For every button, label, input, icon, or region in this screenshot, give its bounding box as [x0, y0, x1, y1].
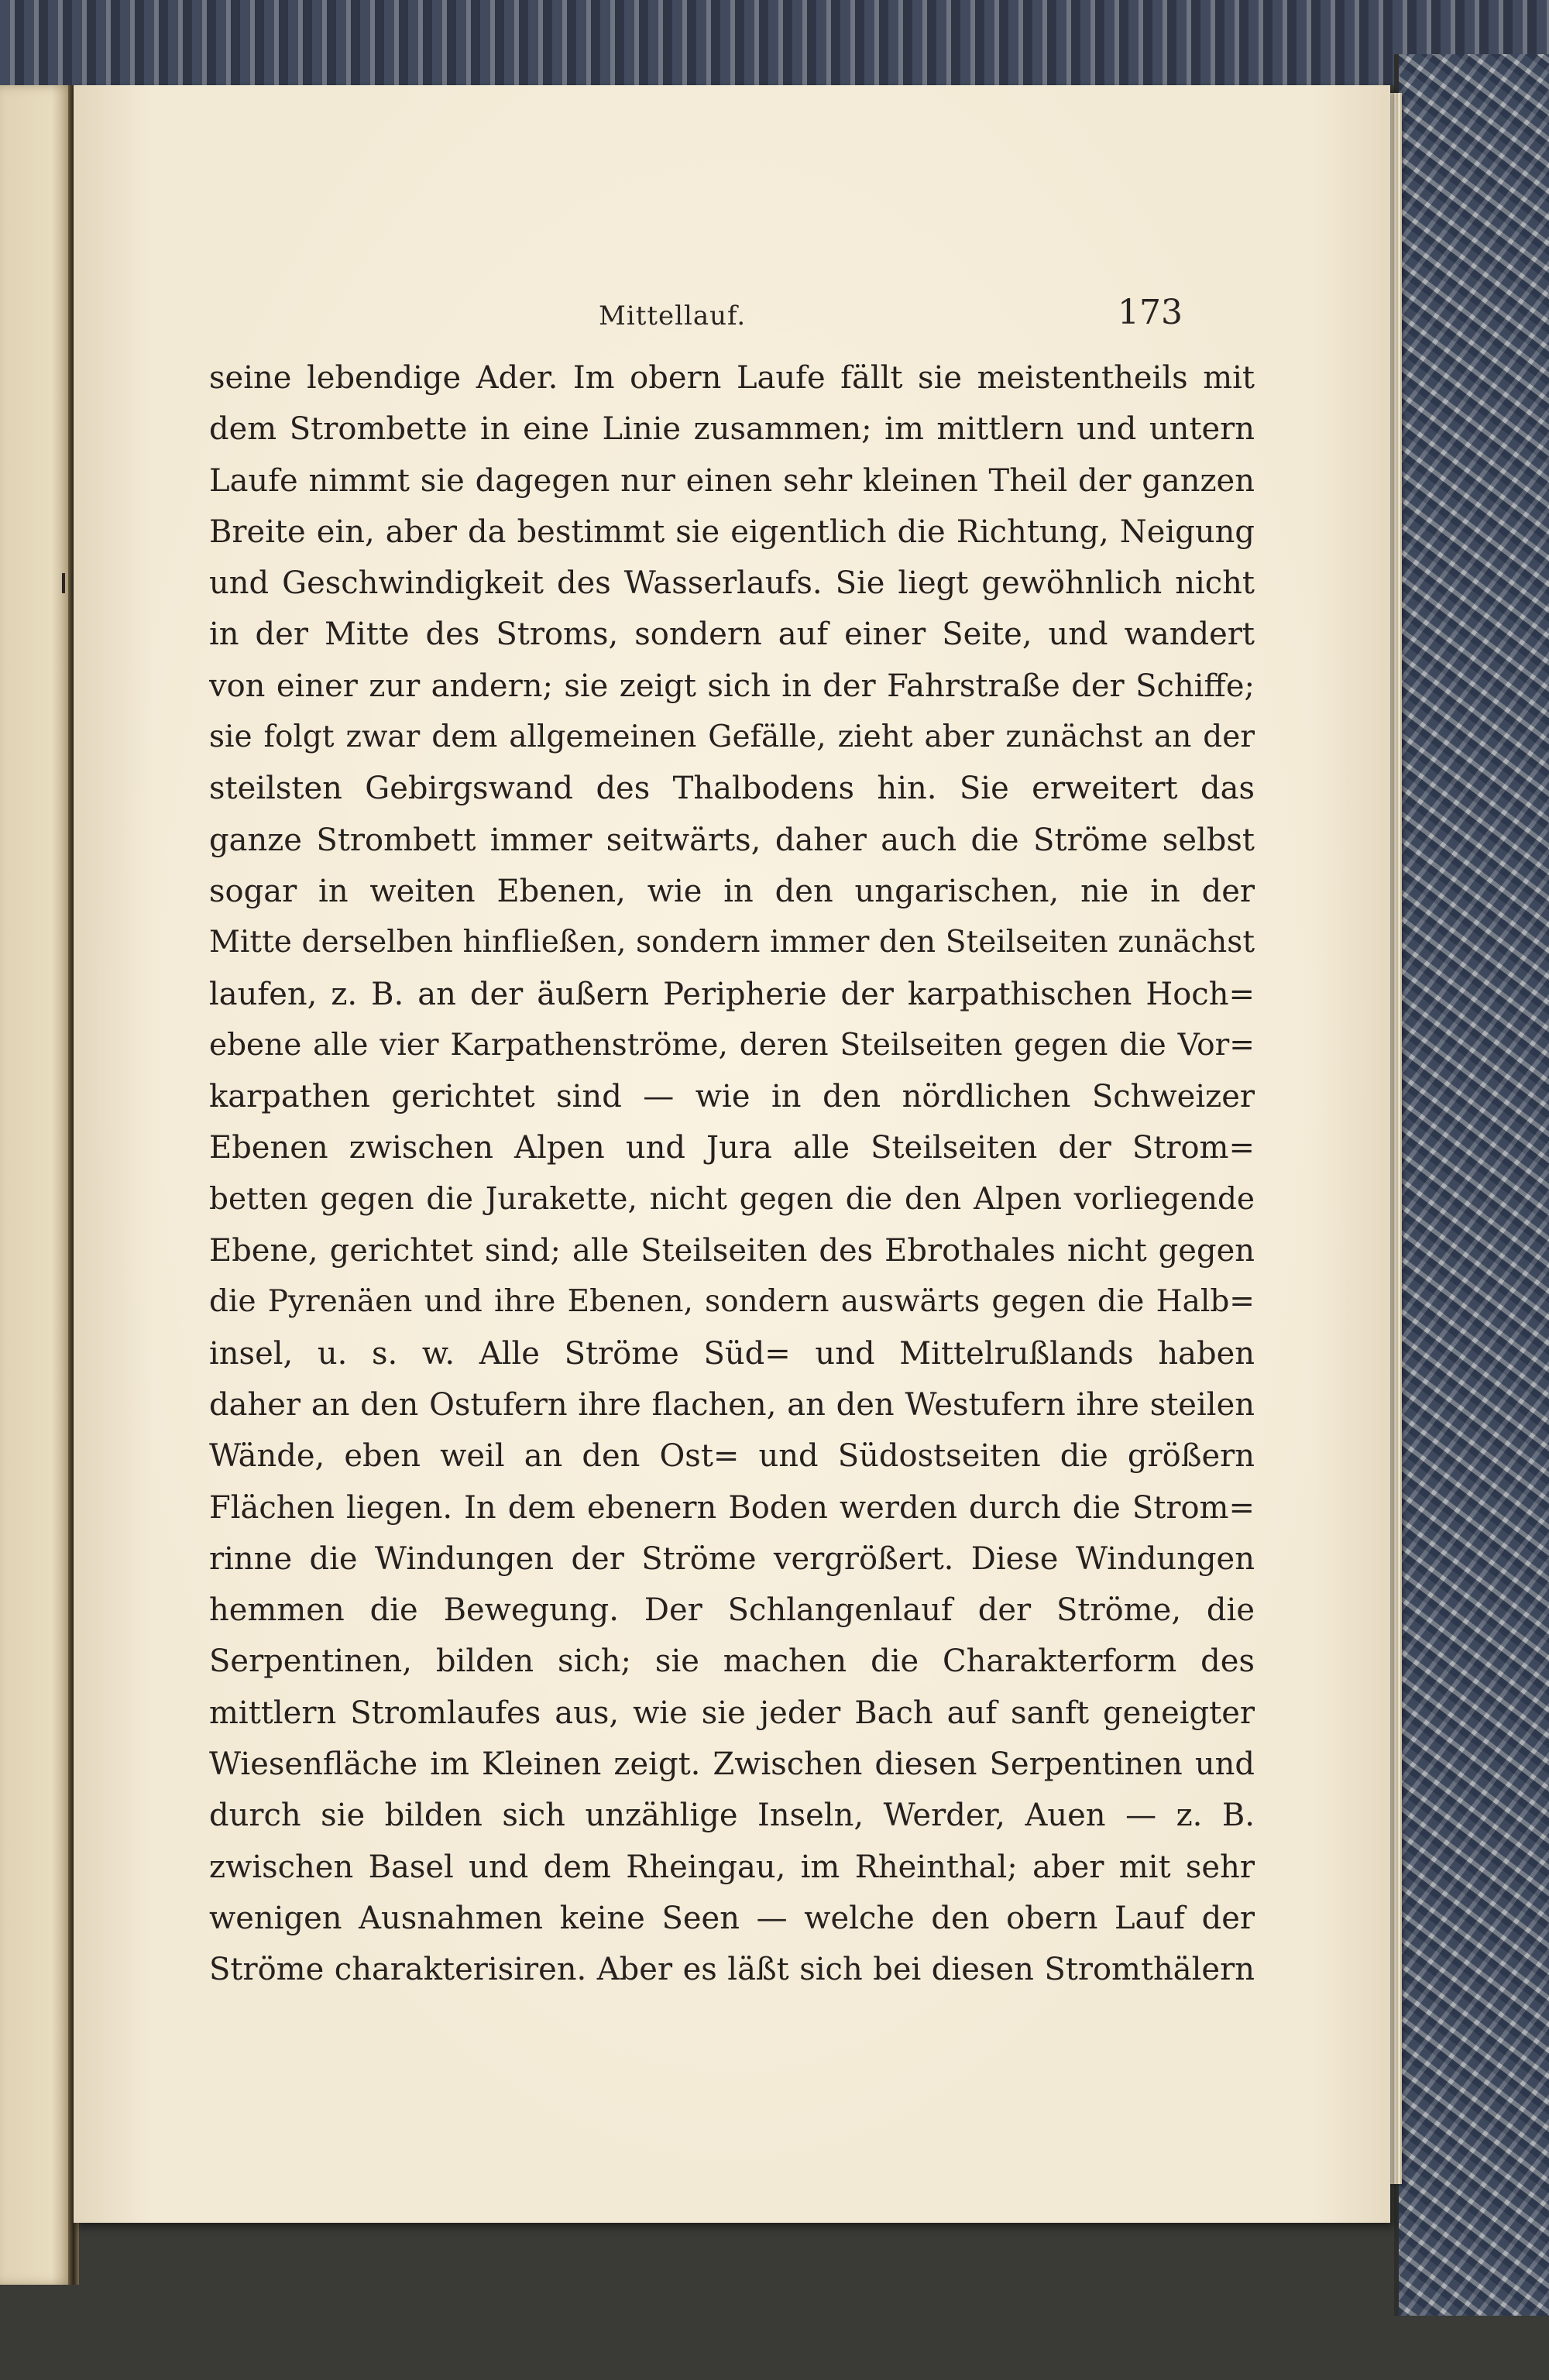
text-line: sogar in weiten Ebenen, wie in den ungarischen, nie in der [209, 873, 1255, 909]
text-line: insel, u. s. w. Alle Ströme Süd= und Mittelrußlands haben [209, 1335, 1255, 1372]
text-line: Mitte derselben hinfließen, sondern immer den Steilseiten zunächst [209, 925, 1255, 960]
text-line: sie folgt zwar dem allgemeinen Gefälle, zieht aber zunächst an der [209, 719, 1255, 755]
text-line: Ebene, gerichtet sind; alle Steilseiten des Ebrothales nicht gegen [209, 1233, 1255, 1269]
text-line: Ströme charakterisiren. Aber es läßt sich bei diesen Stromthälern [209, 1952, 1255, 1988]
text-line: und Geschwindigkeit des Wasserlaufs. Sie liegt gewöhnlich nicht [209, 565, 1255, 602]
text-line: Ebenen zwischen Alpen und Jura alle Steilseiten der Strom= [209, 1130, 1255, 1166]
text-line: die Pyrenäen und ihre Ebenen, sondern auswärts gegen die Halb= [209, 1284, 1255, 1320]
margin-mark [62, 573, 65, 593]
text-line: von einer zur andern; sie zeigt sich in der Fahrstraße der Schiffe; [209, 668, 1255, 704]
book-cover-top-edge [0, 0, 1549, 85]
text-line: Laufe nimmt sie dagegen nur einen sehr kleinen Theil der ganzen [209, 462, 1255, 499]
text-line: betten gegen die Jurakette, nicht gegen die den Alpen vorliegende [209, 1181, 1255, 1217]
text-line: Flächen liegen. In dem ebenern Boden werden durch die Strom= [209, 1489, 1255, 1526]
text-line: dem Strombette in eine Linie zusammen; im mittlern und untern [209, 411, 1255, 448]
book-page [74, 85, 1390, 2223]
text-line: wenigen Ausnahmen keine Seen — welche den obern Lauf der [209, 1900, 1255, 1936]
text-line: steilsten Gebirgswand des Thalbodens hin. Sie erweitert das [209, 771, 1255, 807]
text-line: mittlern Stromlaufes aus, wie sie jeder Bach auf sanft geneigter [209, 1695, 1255, 1731]
text-line: ebene alle vier Karpathenströme, deren Steilseiten gegen die Vor= [209, 1027, 1255, 1063]
text-line: Wiesenfläche im Kleinen zeigt. Zwischen diesen Serpentinen und [209, 1746, 1255, 1783]
text-line: in der Mitte des Stroms, sondern auf einer Seite, und wandert [209, 616, 1255, 653]
text-line: hemmen die Bewegung. Der Schlangenlauf der Ströme, die [209, 1592, 1255, 1629]
text-line: seine lebendige Ader. Im obern Laufe fällt sie meistentheils mit [209, 360, 1255, 396]
body-text [209, 352, 1255, 1996]
running-head [74, 293, 1390, 339]
marbled-book-cover [1394, 54, 1549, 2316]
text-line: durch sie bilden sich unzählige Inseln, Werder, Auen — z. B. [209, 1798, 1255, 1834]
text-line: daher an den Ostufern ihre flachen, an den Westufern ihre steilen [209, 1386, 1255, 1423]
text-line: zwischen Basel und dem Rheingau, im Rheinthal; aber mit sehr [209, 1849, 1255, 1885]
text-line: rinne die Windungen der Ströme vergrößert. Diese Windungen [209, 1540, 1255, 1577]
facing-page-edge [0, 85, 74, 2285]
text-line: laufen, z. B. an der äußern Peripherie der karpathischen Hoch= [209, 976, 1255, 1012]
chapter-title: Mittellauf. [599, 301, 747, 331]
text-line: ganze Strombett immer seitwärts, daher auch die Ströme selbst [209, 822, 1255, 858]
text-line: Breite ein, aber da bestimmt sie eigentlich die Richtung, Neigung [209, 513, 1255, 550]
page-number: 173 [1118, 293, 1183, 332]
text-line: karpathen gerichtet sind — wie in den nördlichen Schweizer [209, 1079, 1255, 1115]
text-line: Wände, eben weil an den Ost= und Südostseiten die größern [209, 1438, 1255, 1475]
text-line: Serpentinen, bilden sich; sie machen die Charakterform des [209, 1643, 1255, 1680]
